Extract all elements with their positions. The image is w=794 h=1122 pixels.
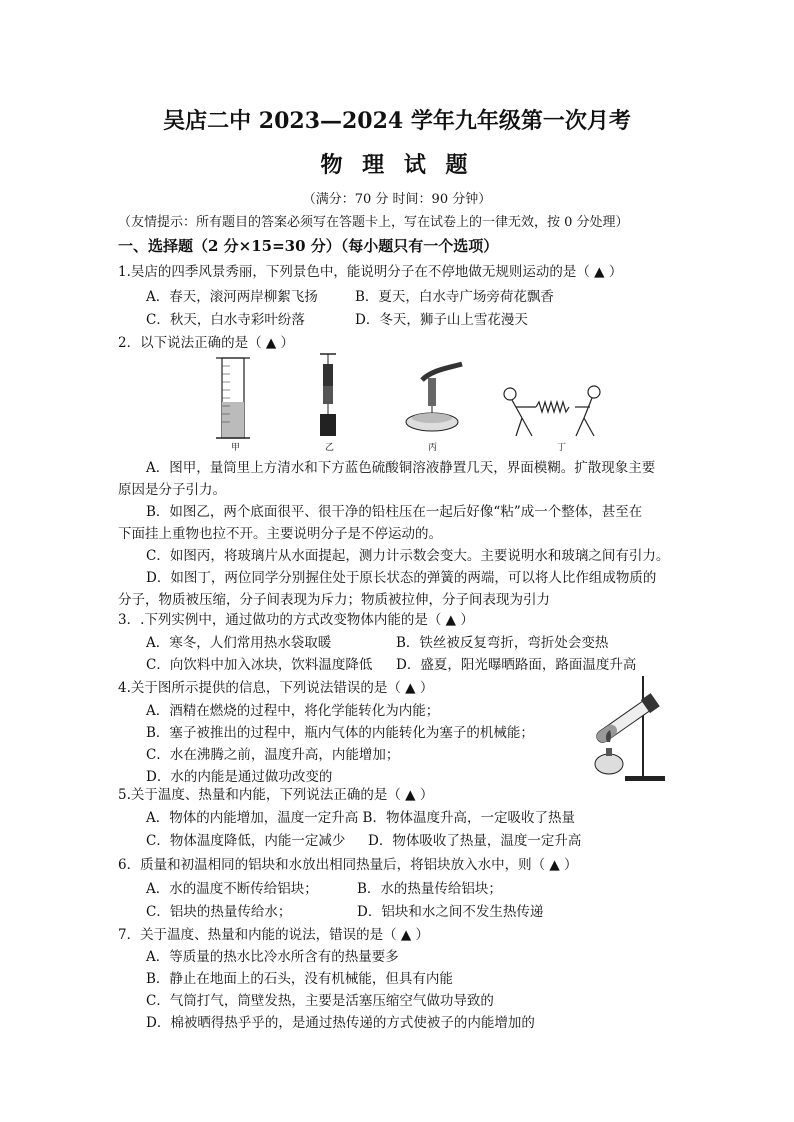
figure-label-yi: 乙 xyxy=(325,443,335,453)
q4-option-d: D．水的内能是通过做功改变的 xyxy=(146,769,333,785)
q4-option-a: A．酒精在燃烧的过程中，将化学能转化为内能； xyxy=(146,703,440,719)
q6-option-a: A．水的温度不断传给铝块； xyxy=(146,881,318,897)
q1-option-d: D．冬天，狮子山上雪花漫天 xyxy=(355,312,528,328)
figure-label-ding: 丁 xyxy=(557,443,567,453)
figure-label-bing: 丙 xyxy=(428,443,438,453)
q4-stem: 4.关于图所示提供的信息，下列说法错误的是（ ▲ ） xyxy=(118,680,434,696)
q7-stem: 7．关于温度、热量和内能的说法，错误的是（ ▲ ） xyxy=(118,927,430,943)
q3-option-a: A．寒冬，人们常用热水袋取暖 xyxy=(146,635,332,651)
exam-meta: （满分：70 分 时间：90 分钟） xyxy=(302,192,492,207)
section-heading: 一、选择题（2 分×15=30 分）（每小题只有一个选项） xyxy=(118,237,499,255)
q7-option-c: C．气筒打气，筒壁发热，主要是活塞压缩空气做功导致的 xyxy=(146,993,494,1009)
q1-stem: 1.吴店的四季风景秀丽，下列景色中，能说明分子在不停地做无规则运动的是（ ▲ ） xyxy=(118,264,623,280)
lead-cylinders-figure xyxy=(320,354,336,436)
q1-option-c: C．秋天，白水寺彩叶纷落 xyxy=(146,312,305,328)
q7-option-b: B．静止在地面上的石头，没有机械能，但具有内能 xyxy=(146,971,453,987)
q3-stem: 3．.下列实例中，通过做功的方式改变物体内能的是（ ▲ ） xyxy=(118,612,474,628)
q6-stem: 6．质量和初温相同的铝块和水放出相同热量后，将铝块放入水中，则（ ▲ ） xyxy=(118,857,578,873)
figure-label-jia: 甲 xyxy=(231,443,241,453)
q2-option-a-line2: 原因是分子引力。 xyxy=(118,482,226,498)
q1-option-b: B．夏天，白水寺广场旁荷花飘香 xyxy=(355,289,554,305)
q2-figure xyxy=(200,352,620,452)
q5-option-d: D．物体吸收了热量，温度一定升高 xyxy=(368,833,582,849)
q7-option-a: A．等质量的热水比冷水所含有的热量要多 xyxy=(146,949,399,965)
q6-option-c: C．铝块的热量传给水； xyxy=(146,904,292,920)
q2-option-d-line1: D．如图丁，两位同学分别握住处于原长状态的弹簧的两端，可以将人比作组成物质的 xyxy=(146,570,657,586)
q3-option-c: C．向饮料中加入冰块，饮料温度降低 xyxy=(146,657,373,673)
q6-option-d: D．铝块和水之间不发生热传递 xyxy=(357,904,544,920)
q2-option-b-line1: B．如图乙，两个底面很平、很干净的铅柱压在一起后好像“粘”成一个整体，甚至在 xyxy=(146,504,643,520)
q4-option-c: C．水在沸腾之前，温度升高，内能增加； xyxy=(146,747,400,763)
q5-stem: 5.关于温度、热量和内能，下列说法正确的是（ ▲ ） xyxy=(118,787,434,803)
exam-subject: 物 理 试 题 xyxy=(320,152,474,178)
q2-option-b-line2: 下面挂上重物也拉不开。主要说明分子是不停运动的。 xyxy=(118,526,442,542)
q7-option-d: D．棉被晒得热乎乎的，是通过热传递的方式使被子的内能增加的 xyxy=(146,1015,535,1031)
q2-option-c: C．如图丙，将玻璃片从水面提起，测力计示数会变大。主要说明水和玻璃之间有引力。 xyxy=(146,548,670,564)
q4-test-tube-figure xyxy=(585,672,675,784)
q5-option-c: C．物体温度降低，内能一定减少 xyxy=(146,833,346,849)
q5-option-a-b: A．物体的内能增加，温度一定升高 B．物体温度升高，一定吸收了热量 xyxy=(146,810,575,826)
exam-tip: （友情提示：所有题目的答案必须写在答题卡上，写在试卷上的一律无效，按 0 分处理） xyxy=(118,215,629,230)
q1-option-a: A．春天，滚河两岸柳絮飞扬 xyxy=(146,289,318,305)
exam-title: 吴店二中 2023—2024 学年九年级第一次月考 xyxy=(163,108,631,134)
q4-option-b: B．塞子被推出的过程中，瓶内气体的内能转化为塞子的机械能； xyxy=(146,725,534,741)
graduated-cylinder-figure xyxy=(216,358,250,438)
q6-option-b: B．水的热量传给铝块； xyxy=(357,881,502,897)
glass-plate-water-figure xyxy=(406,364,462,431)
q2-stem: 2．以下说法正确的是（ ▲ ） xyxy=(118,335,295,351)
q3-option-b: B．铁丝被反复弯折，弯折处会变热 xyxy=(396,635,609,651)
q2-option-a-line1: A．图甲，量筒里上方清水和下方蓝色硫酸铜溶液静置几天，界面模糊。扩散现象主要 xyxy=(146,460,656,476)
students-spring-figure xyxy=(504,386,600,436)
q3-option-d: D．盛夏，阳光曝晒路面，路面温度升高 xyxy=(396,657,637,673)
q2-option-d-line2: 分子，物质被压缩，分子间表现为斥力；物质被拉伸，分子间表现为引力 xyxy=(118,592,550,608)
